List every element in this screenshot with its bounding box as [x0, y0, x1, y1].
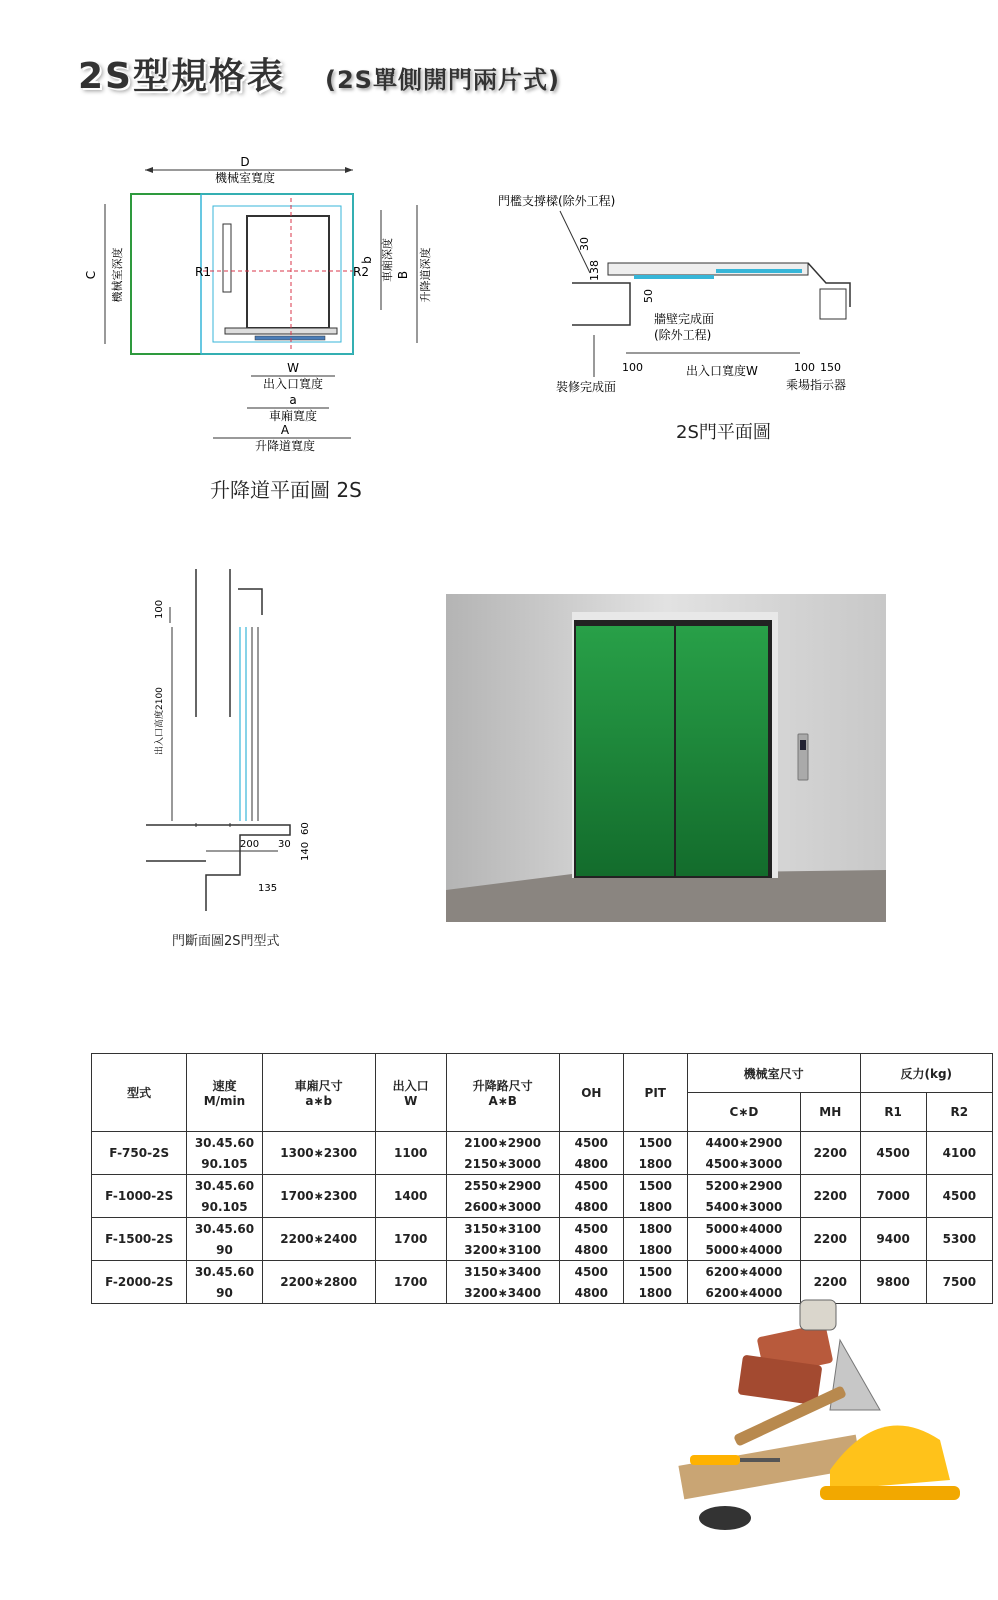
header-model: 型式 — [92, 1054, 187, 1132]
door-plan-drawing — [490, 185, 870, 405]
table-row: F-750-2S 30.45.60 1300∗2300 1100 2100∗2900 4500 1500 4400∗2900 2200 4500 4100 — [92, 1132, 993, 1154]
dim-30: 30 — [578, 237, 591, 251]
spec-table — [91, 1053, 993, 1304]
dim-C: C — [84, 270, 98, 280]
construction-tools-illustration — [680, 1290, 980, 1590]
entrance-height-label: 出入口高度2100 — [155, 687, 165, 755]
label-R1: R1 — [195, 265, 211, 279]
table-row: F-1000-2S 30.45.60 1700∗2300 1400 2550∗2900 4500 1500 5200∗2900 2200 7000 4500 — [92, 1175, 993, 1197]
header-shaft-size: 升降路尺寸 A∗B — [446, 1054, 559, 1132]
door-section-drawing — [140, 565, 320, 915]
table-row: F-2000-2S 30.45.60 2200∗2800 1700 3150∗3400 4500 1500 6200∗4000 2200 9800 7500 — [92, 1261, 993, 1283]
dim-50: 50 — [642, 289, 655, 303]
entrance-width-label: 出入口寬度 — [262, 377, 324, 391]
wall-finish-label: 牆壁完成面 — [654, 312, 715, 326]
dim-100: 100 — [154, 599, 165, 619]
car-outline — [247, 216, 329, 328]
hall-indicator-label: 乘場指示器 — [786, 378, 847, 392]
page-title: 2S型規格表 — [78, 56, 285, 97]
shaft-plan-drawing — [84, 150, 394, 453]
car-depth-label: 車廂深度 — [381, 238, 394, 282]
dim-a: a — [289, 393, 297, 407]
shaft-width-label: 升降道寬度 — [254, 439, 316, 453]
dim-A: A — [280, 423, 290, 437]
dim-150: 150 — [820, 361, 841, 374]
table-row: 90.105 2600∗3000 4800 1800 5400∗3000 — [92, 1196, 993, 1218]
dim-135: 135 — [258, 883, 278, 894]
header-cd: C∗D — [687, 1093, 800, 1132]
dim-b: b — [360, 256, 374, 264]
header-mh: MH — [801, 1093, 860, 1132]
header-entrance: 出入口 W — [375, 1054, 446, 1132]
dim-30-section: 30 — [278, 839, 291, 850]
header-car-size: 車廂尺寸 a∗b — [262, 1054, 375, 1132]
door-plan-caption: 2S門平面圖 — [676, 422, 771, 443]
table-row: 90.105 2150∗3000 4800 1800 4500∗3000 — [92, 1153, 993, 1175]
door-section-caption: 門斷面圖2S門型式 — [172, 934, 280, 949]
dim-200: 200 — [240, 839, 260, 850]
decor-finish-label: 裝修完成面 — [556, 380, 617, 394]
table-row: 90 3200∗3100 4800 1800 5000∗4000 — [92, 1239, 993, 1261]
page-subtitle: (2S單側開門兩片式) — [325, 66, 560, 94]
machine-room-depth-label: 機械室深度 — [111, 247, 124, 303]
dim-140: 140 — [300, 841, 311, 861]
header-r2: R2 — [926, 1093, 992, 1132]
table-row: 90 3200∗3400 4800 1800 6200∗4000 — [92, 1282, 993, 1304]
header-pit: PIT — [623, 1054, 687, 1132]
header-machine-room: 機械室尺寸 — [687, 1054, 860, 1093]
table-row: F-1500-2S 30.45.60 2200∗2400 1700 3150∗3100 4500 1800 5000∗4000 2200 9400 5300 — [92, 1218, 993, 1240]
shaft-plan-caption: 升降道平面圖 2S — [210, 478, 362, 502]
entrance-width-w-label: 出入口寬度W — [686, 364, 758, 378]
dim-138: 138 — [588, 260, 601, 281]
dim-B: B — [396, 270, 410, 280]
header-r1: R1 — [860, 1093, 926, 1132]
car-width-label: 車廂寬度 — [268, 409, 318, 423]
dim-60: 60 — [300, 822, 311, 835]
dim-100-right: 100 — [794, 361, 815, 374]
header-reaction: 反力(kg) — [860, 1054, 992, 1093]
header-speed: 速度 M/min — [187, 1054, 262, 1132]
sill-support-label: 門檻支撐樑(除外工程) — [498, 194, 616, 208]
machine-room-width-label: 機械室寬度 — [214, 171, 276, 185]
dim-W: W — [287, 361, 299, 375]
dim-D: D — [240, 155, 250, 169]
shaft-depth-label: 升降道深度 — [419, 247, 432, 303]
label-R2: R2 — [353, 265, 369, 279]
elevator-door-photo — [446, 594, 886, 922]
wall-finish-note: (除外工程) — [654, 328, 712, 342]
header-oh: OH — [559, 1054, 623, 1132]
dim-100-left: 100 — [622, 361, 643, 374]
